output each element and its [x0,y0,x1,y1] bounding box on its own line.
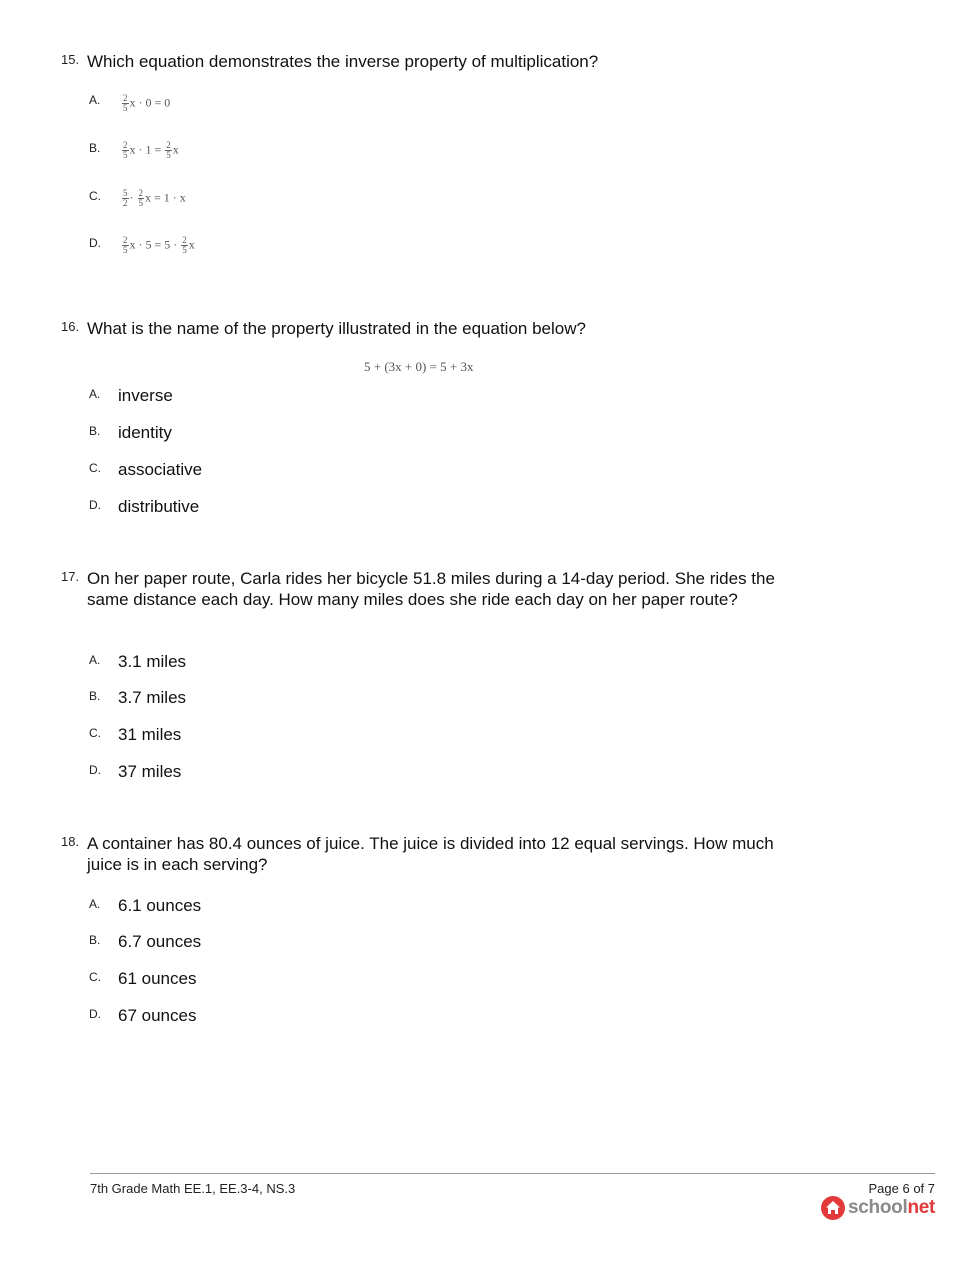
option-letter: C. [89,461,101,475]
option-b-text[interactable]: identity [118,423,172,442]
question-text: Which equation demonstrates the inverse property of multiplication? [87,52,599,71]
question-text: A container has 80.4 ounces of juice. The juice is divided into 12 equal servings. How much juice is in each serving? [87,834,774,874]
question-text: On her paper route, Carla rides her bicycle 51.8 miles during a 14-day period. She rides the same distance each day. How many miles does she ride each day on her paper route? [87,569,775,609]
option-letter: D. [89,236,101,250]
question-number: 16. [61,319,80,334]
option-c-text[interactable]: 61 ounces [118,969,197,988]
option-letter: B. [89,424,101,438]
question-number: 15. [61,52,80,67]
option-d-text[interactable]: 37 miles [118,762,182,781]
option-b-text[interactable]: 3.7 miles [118,688,187,707]
option-c-text[interactable]: associative [118,460,203,479]
option-letter: A. [89,653,101,667]
option-a-text[interactable]: 3.1 miles [118,652,187,671]
option-letter: D. [89,1007,101,1021]
schoolnet-logo [821,1196,935,1220]
footer-page-number: Page 6 of 7 [868,1181,935,1196]
house-icon [821,1196,845,1220]
option-letter: D. [89,498,101,512]
option-c-equation[interactable]: $\frac{5}{2}$ · $\frac{2}{5}$ x = 1 · x [123,188,186,208]
option-letter: B. [89,689,101,703]
option-d-text[interactable]: 67 ounces [118,1006,197,1025]
property-equation: 5 + (3x + 0) = 5 + 3x [364,359,474,374]
option-letter: D. [89,763,101,777]
option-a-equation[interactable]: $\frac{2}{5}$ x · 0 = 0 [123,93,171,113]
option-a-text[interactable]: inverse [118,386,173,405]
option-letter: C. [89,970,101,984]
footer-divider [90,1173,935,1174]
logo-wordmark: schoolnet [848,1197,936,1218]
option-b-equation[interactable]: $\frac{2}{5}$ x · 1 = $\frac{2}{5}$ x [123,140,179,160]
option-d-text[interactable]: distributive [118,497,200,516]
option-letter: A. [89,387,101,401]
option-letter: B. [89,141,101,155]
option-d-equation[interactable]: $\frac{2}{5}$ x · 5 = 5 · $\frac{2}{5}$ x [123,235,195,255]
option-letter: A. [89,897,101,911]
option-a-text[interactable]: 6.1 ounces [118,896,202,915]
question-number: 17. [61,569,80,584]
question-number: 18. [61,834,80,849]
footer-course-label: 7th Grade Math EE.1, EE.3-4, NS.3 [90,1181,296,1196]
option-c-text[interactable]: 31 miles [118,725,182,744]
option-b-text[interactable]: 6.7 ounces [118,932,202,951]
option-letter: B. [89,933,101,947]
option-letter: C. [89,189,101,203]
option-letter: C. [89,726,101,740]
question-text: What is the name of the property illustrated in the equation below? [87,319,586,338]
option-letter: A. [89,93,101,107]
